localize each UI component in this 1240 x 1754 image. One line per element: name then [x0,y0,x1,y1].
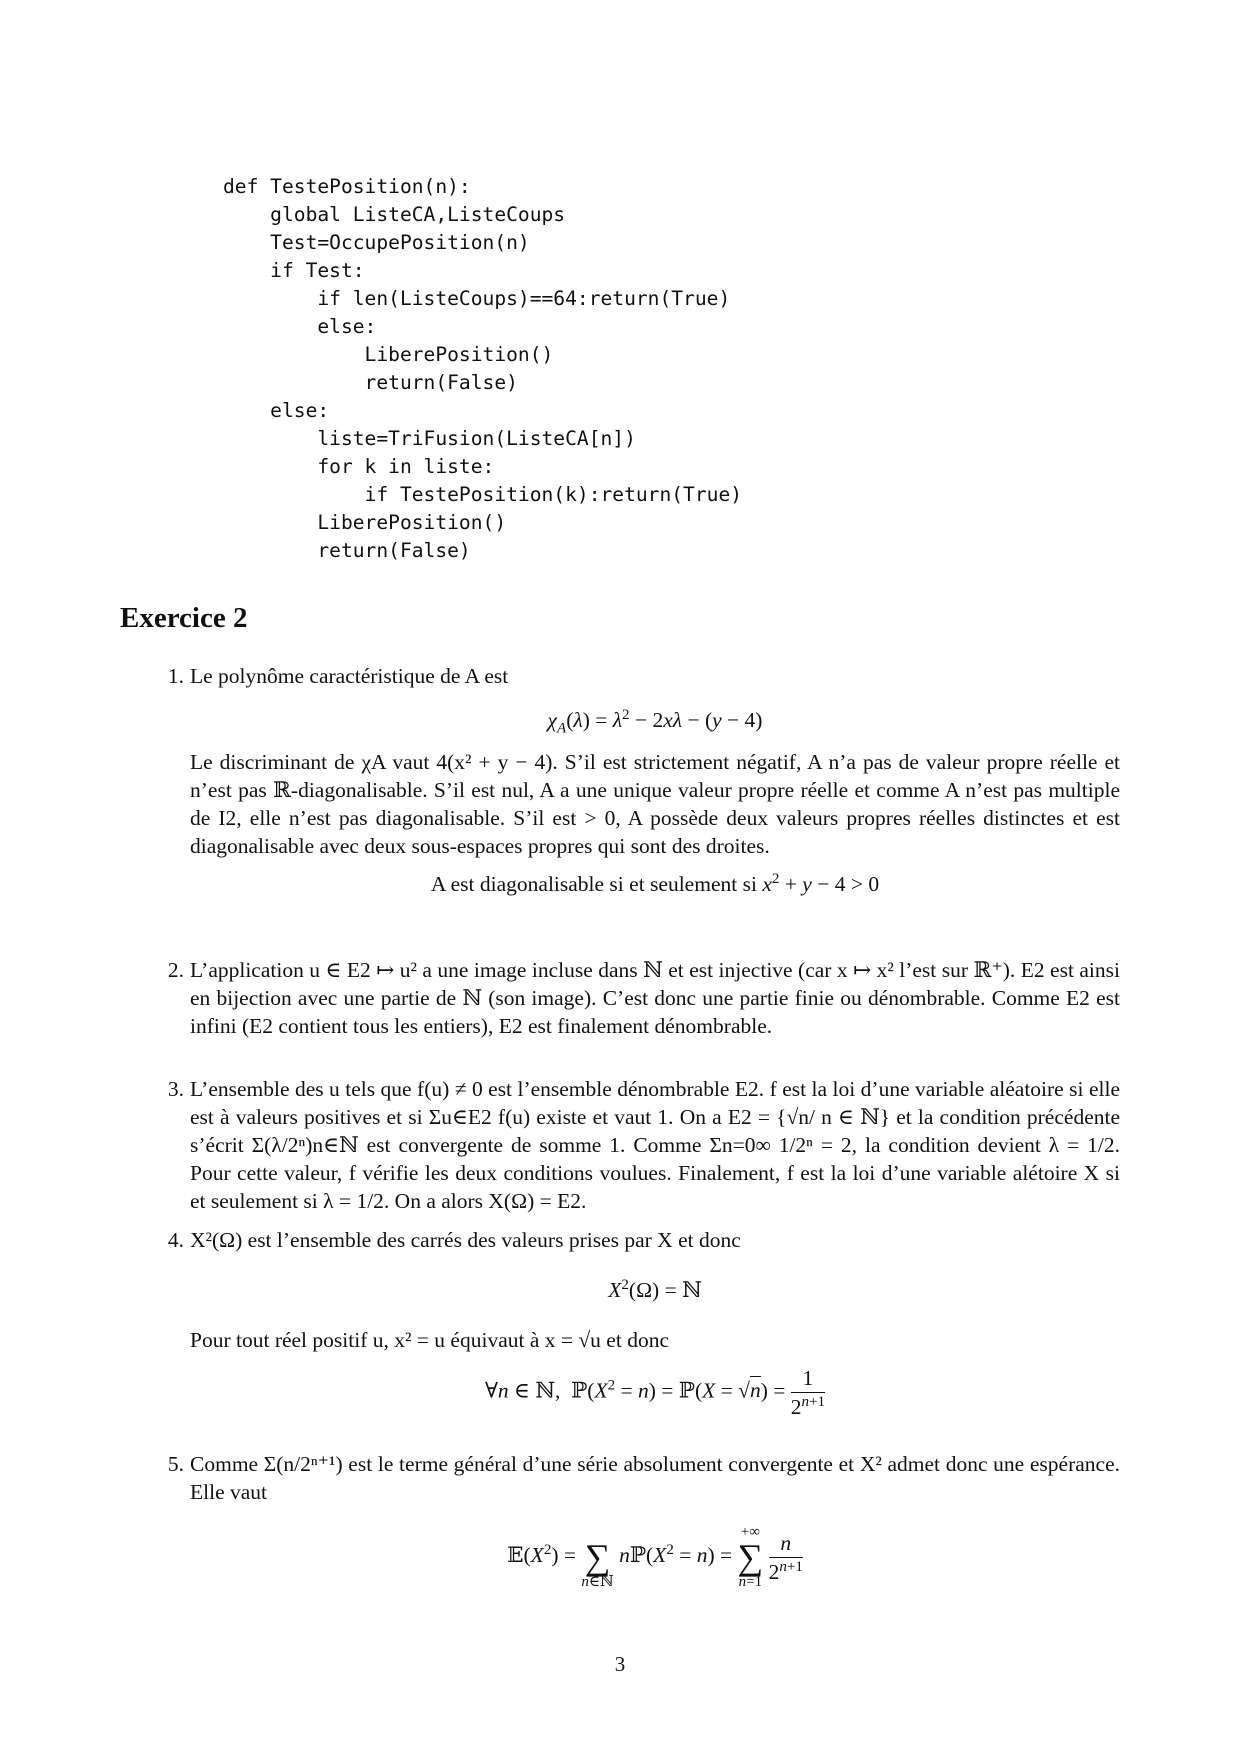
item-paragraph: L’application u ∈ E2 ↦ u² a une image incluse dans ℕ et est injective (car x ↦ x² l’est sur ℝ⁺). E2 est ainsi en bijection avec une partie de ℕ (son image). C’est donc une partie finie ou dénombrable. Comme E2 est infini (E2 contient tous les entiers), E2 est finalement dénombrable. [190,958,1120,1038]
code-line: liste=TriFusion(ListeCA[n]) [223,427,636,450]
code-line: else: [223,315,377,338]
code-block [223,173,742,565]
code-line: LiberePosition() [223,343,554,366]
code-line: return(False) [223,539,471,562]
page-number: 3 [614,1652,626,1676]
condition-text: A est diagonalisable si et seulement si [430,872,757,896]
expectation-equation: $𝔼(X^2)$ = ∑ n∈ℕ $nℙ(X^2 = n)$ = +∞ ∑ n=1 $\frac{n}{2^{n+1}}$ [507,1524,803,1590]
item-paragraph: Pour tout réel positif u, x² = u équivaut à x = √u et donc [190,1328,669,1352]
support-equation: $X^2(\Omega)$ = ℕ [608,1276,702,1302]
code-line: else: [223,399,330,422]
code-line: global ListeCA,ListeCoups [223,203,566,226]
item-number: 5. [167,1452,184,1476]
code-line: if len(ListeCoups)==64:return(True) [223,287,731,310]
distribution-equation: ∀n ∈ ℕ, $ℙ(X^2 = n)$ = ℙ(X = √n) = $\frac{1}{2^{n+1}}$ [484,1366,826,1419]
item-paragraph: Le discriminant de χA vaut 4(x² + y − 4). S’il est strictement négatif, A n’a pas de valeur propre réelle et n’est pas ℝ-diagonalisable. S’il est nul, A a une unique valeur propre réelle et comme A n’est pas multiple de I2, elle n’est pas diagonalisable. S’il est > 0, A possède deux valeurs propres réelles distinctes et est diagonalisable avec deux sous-espaces propres qui sont des droites. [190,750,1120,858]
item-number: 1. [167,664,184,688]
item-paragraph: L’ensemble des u tels que f(u) ≠ 0 est l’ensemble dénombrable E2. f est la loi d’une variable aléatoire si elle est à valeurs positives et si Σu∈E2 f(u) existe et vaut 1. On a E2 = {√n/ n ∈ ℕ} et la condition précédente s’écrit Σ(λ/2ⁿ)n∈ℕ est convergente de somme 1. Comme Σn=0∞ 1/2ⁿ = 2, la condition devient λ = 1/2. Pour cette valeur, f vérifie les deux conditions voulues. Finalement, f est la loi d’une variable alétoire X si et seulement si λ = 1/2. On a alors X(Ω) = E2. [190,1077,1120,1213]
code-line: def TestePosition(n): [223,175,471,198]
code-line: LiberePosition() [223,511,507,534]
diagonalisable-condition: A est diagonalisable si et seulement si $x^2 + y - 4 > 0$ [430,870,880,896]
char-poly-equation: $\chi_A(\lambda) = \lambda^2 - 2x\lambda - (y - 4)$ [547,706,763,737]
item-intro: Le polynôme caractéristique de A est [190,664,509,688]
code-line: if TestePosition(k):return(True) [223,483,743,506]
section-title: Exercice 2 [120,602,248,634]
item-number: 3. [167,1077,184,1101]
code-line: Test=OccupePosition(n) [223,231,530,254]
code-line: for k in liste: [223,455,495,478]
code-line: if Test: [223,259,365,282]
item-number: 2. [167,958,184,982]
item-intro: X²(Ω) est l’ensemble des carrés des valeurs prises par X et donc [190,1228,741,1252]
code-line: return(False) [223,371,518,394]
item-paragraph: Comme Σ(n/2ⁿ⁺¹) est le terme général d’une série absolument convergente et X² admet donc une espérance. Elle vaut [190,1452,1120,1504]
item-number: 4. [167,1228,184,1252]
